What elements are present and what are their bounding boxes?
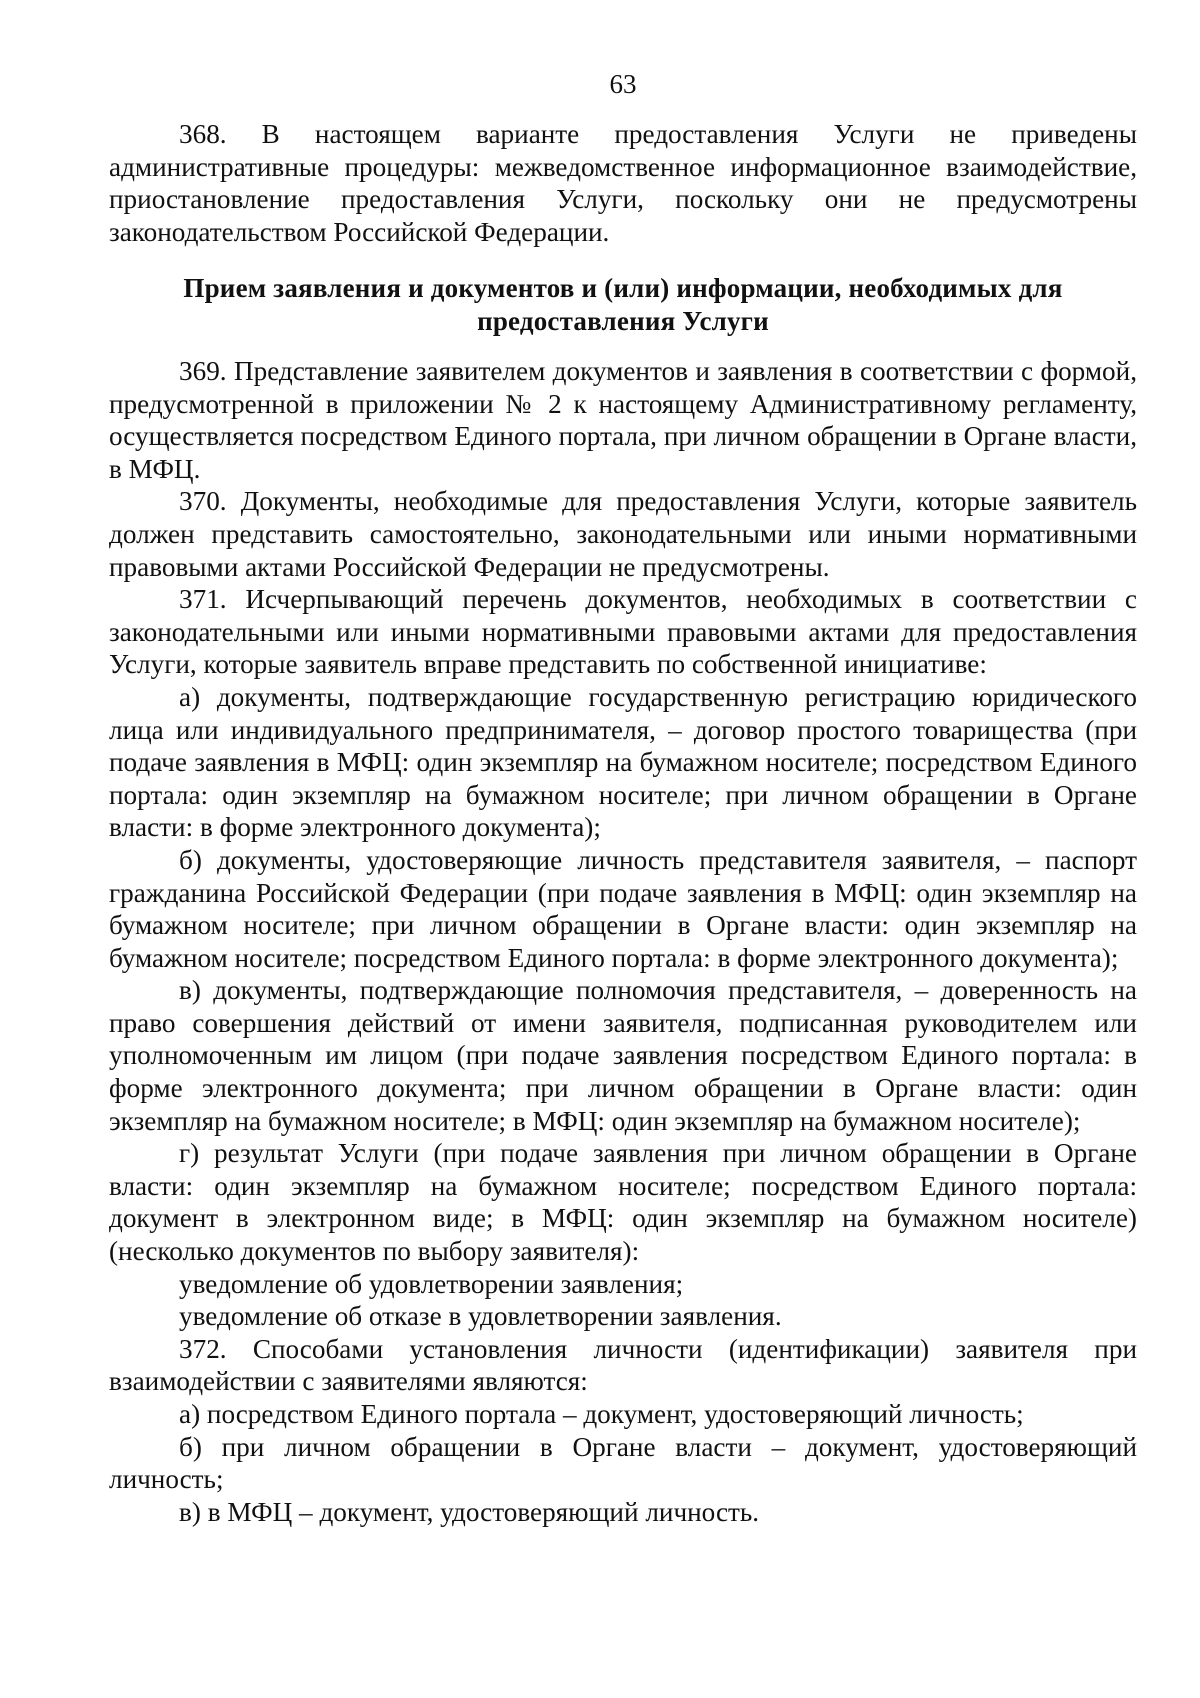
page-number: 63 [609,69,637,99]
paragraph-372-b: б) при личном обращении в Органе власти – документ, удостоверяющий личность; [109,1431,1137,1495]
main-body [109,355,1137,1528]
paragraph-369: 369. Представление заявителем документов и заявления в соответствии с формой, предусмотренной в приложении № 2 к настоящему Административному регламенту, осуществляется посредством Единого портала, при личном обращении в Органе власти, в МФЦ. [109,356,1137,484]
paragraph-372: 372. Способами установления личности (идентификации) заявителя при взаимодействии с заявителями являются: [109,1333,1137,1397]
paragraph-372-c: в) в МФЦ – документ, удостоверяющий личность. [179,1496,760,1527]
paragraph-368: 368. В настоящем варианте предоставления Услуги не приведены административные процедуры: межведомственное информационное взаимодействие, приостановление предоставления Услуги, поскольку они не предусмотрены законодательством Российской Федерации. [109,119,1137,247]
paragraph-372-a: а) посредством Единого портала – документ, удостоверяющий личность; [179,1399,1024,1429]
section-heading: Прием заявления и документов и (или) информации, необходимых для предоставления Услуги [183,273,1063,336]
paragraph-370: 370. Документы, необходимые для предоставления Услуги, которые заявитель должен представить самостоятельно, законодательными или иными нормативными правовыми актами Российской Федерации не предусмотрены. [109,486,1137,582]
paragraph-371-d-item-1: уведомление об удовлетворении заявления; [179,1268,684,1299]
paragraph-371-d-item-2: уведомление об отказе в удовлетворении заявления. [179,1301,782,1332]
paragraph-371-c: в) документы, подтверждающие полномочия представителя, – доверенность на право совершения действий от имени заявителя, подписанная руководителем или уполномоченным им лицом (при подаче заявления посредством Единого портала: в форме электронного документа; при личном обращении в Органе власти: один экземпляр на бумажном носителе; в МФЦ: один экземпляр на бумажном носителе); [109,975,1137,1136]
paragraph-368-block [109,118,1137,248]
paragraph-371-a: а) документы, подтверждающие государственную регистрацию юридического лица или индивидуального предпринимателя, – договор простого товарищества (при подаче заявления в МФЦ: один экземпляр на бумажном носителе; посредством Единого портала: один экземпляр на бумажном носителе; при личном обращении в Органе власти: в форме электронного документа); [109,681,1137,843]
paragraph-371-d: г) результат Услуги (при подаче заявления при личном обращении в Органе власти: один экземпляр на бумажном носителе; посредством Единого портала: документ в электронном виде; в МФЦ: один экземпляр на бумажном носителе) (несколько документов по выбору заявителя): [109,1138,1137,1267]
document-page [109,0,1137,1698]
paragraph-371: 371. Исчерпывающий перечень документов, необходимых в соответствии с законодательными или иными нормативными правовыми актами для предоставления Услуги, которые заявитель вправе представить по собственной инициативе: [109,584,1137,680]
paragraph-371-b: б) документы, удостоверяющие личность представителя заявителя, – паспорт гражданина Российской Федерации (при подаче заявления в МФЦ: один экземпляр на бумажном носителе; при личном обращении в Органе власти: один экземпляр на бумажном носителе; посредством Единого портала: в форме электронного документа); [109,844,1137,973]
